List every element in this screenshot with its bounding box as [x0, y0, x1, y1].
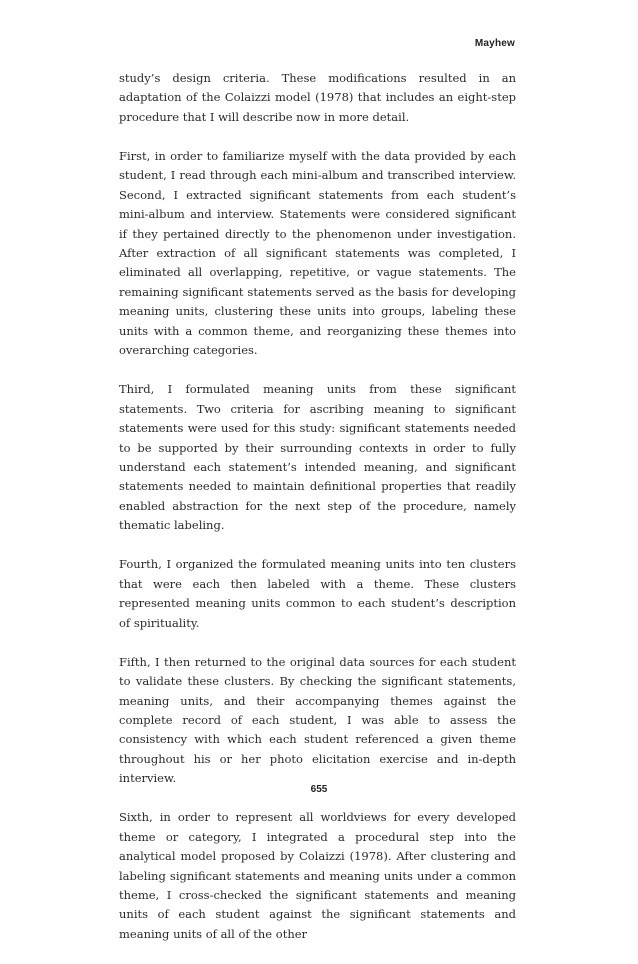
- body-text: [119, 69, 516, 964]
- paragraph: Third, I formulated meaning units from these significant statements. Two criteria for ascribing meaning to significant statements were used for this study: significant statements needed to be supported by their surrounding contexts in order to fully understand each statement’s intended meaning, and significant statements needed to maintain definitional properties that readily enabled abstraction for the next step of the procedure, namely thematic labeling.: [119, 382, 516, 533]
- paragraph: Fifth, I then returned to the original data sources for each student to validate these clusters. By checking the significant statements, meaning units, and their accompanying themes against the complete record of each student, I was able to assess the consistency with which each student referenced a given theme throughout his or her photo elicitation exercise and in-depth interview.: [119, 654, 516, 786]
- paragraph: Sixth, in order to represent all worldviews for every developed theme or category, I integrated a procedural step into the analytical model proposed by Colaizzi (1978). After clustering and labeling significant statements and meaning units under a common theme, I cross-checked the significant statements and meaning units of each student against the significant statements and meaning units of all of the other: [119, 810, 516, 941]
- paragraph: study’s design criteria. These modifications resulted in an adaptation of the Colaizzi model (1978) that includes an eight-step procedure that I will describe now in more detail.: [119, 71, 516, 124]
- page-number: 655: [310, 784, 328, 795]
- paragraph: First, in order to familiarize myself with the data provided by each student, I read through each mini-album and transcribed interview. Second, I extracted significant statements from each student’s mini-album and interview. Statements were considered significant if they pertained directly to the phenomenon under investigation. After extraction of all significant statements was completed, I eliminated all overlapping, repetitive, or vague statements. The remaining significant statements served as the basis for developing meaning units, clustering these units into groups, labeling these units with a common theme, and reorganizing these themes into overarching categories.: [119, 149, 516, 358]
- paragraph: Fourth, I organized the formulated meaning units into ten clusters that were each then labeled with a theme. These clusters represented meaning units common to each student’s description of spirituality.: [119, 557, 516, 630]
- running-head: Mayhew: [474, 38, 515, 49]
